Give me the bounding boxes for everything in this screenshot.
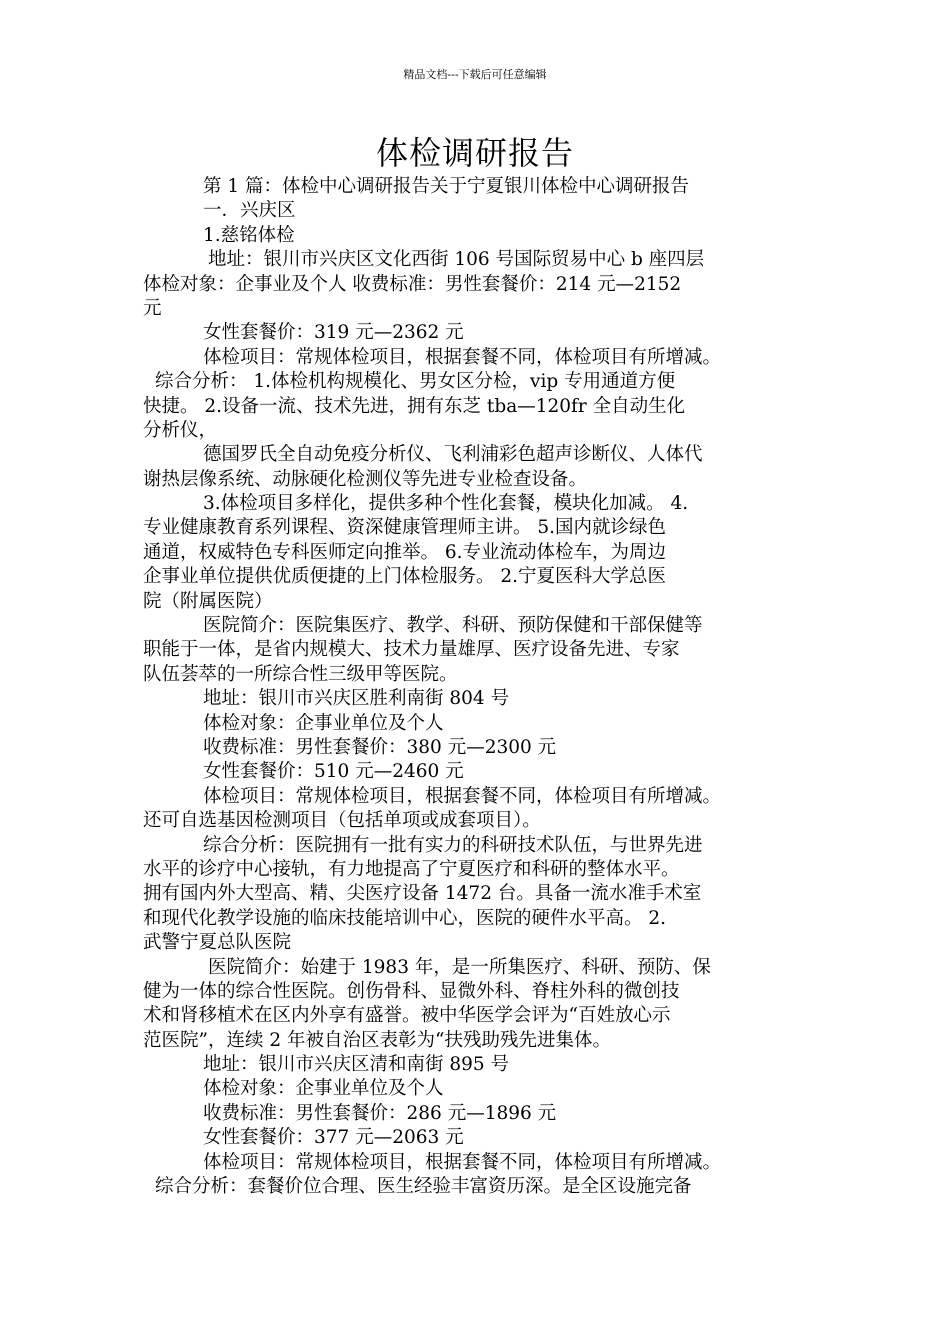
text-line: 专业健康教育系列课程、资深健康管理师主讲。 5.国内就诊绿色 — [143, 517, 667, 539]
text-line: 企事业单位提供优质便捷的上门体检服务。 2.宁夏医科大学总医 — [143, 566, 667, 588]
text-line: 体检项目：常规体检项目，根据套餐不同，体检项目有所增减。 — [203, 785, 722, 807]
text-line: 综合分析：医院拥有一批有实力的科研技术队伍，与世界先进 — [203, 834, 703, 856]
text-line: 拥有国内外大型高、精、尖医疗设备 1472 台。具备一流水准手术室 — [143, 883, 702, 905]
text-line: 地址：银川市兴庆区胜利南街 804 号 — [203, 688, 510, 710]
text-line: 水平的诊疗中心接轨，有力地提高了宁夏医疗和科研的整体水平。 — [143, 858, 680, 880]
text-line: 女性套餐价：319 元—2362 元 — [203, 322, 464, 344]
text-line: 体检项目：常规体检项目，根据套餐不同，体检项目有所增减。 — [203, 1151, 722, 1173]
text-line: 通道，权威特色专科医师定向推举。 6.专业流动体检车，为周边 — [143, 541, 667, 563]
text-line: 综合分析： 1.体检机构规模化、男女区分检，vip 专用通道方便 — [155, 371, 676, 393]
text-line: 职能于一体，是省内规模大、技术力量雄厚、医疗设备先进、专家 — [143, 639, 680, 661]
text-line: 体检对象：企事业及个人 收费标准：男性套餐价：214 元—2152 — [143, 273, 682, 295]
text-line: 术和肾移植术在区内外享有盛誉。被中华医学会评为“百姓放心示 — [143, 1005, 671, 1027]
text-line: 元 — [143, 297, 162, 319]
text-line: 地址：银川市兴庆区清和南街 895 号 — [203, 1054, 510, 1076]
text-line: 医院简介：始建于 1983 年，是一所集医疗、科研、预防、保 — [208, 956, 711, 978]
text-line: 医院简介：医院集医疗、教学、科研、预防保健和干部保健等 — [203, 615, 703, 637]
text-line: 女性套餐价：377 元—2063 元 — [203, 1127, 464, 1149]
text-line: 健为一体的综合性医院。创伤骨科、显微外科、脊柱外科的微创技 — [143, 980, 680, 1002]
text-line: 体检对象：企事业单位及个人 — [203, 712, 444, 734]
text-line: 队伍荟萃的一所综合性三级甲等医院。 — [143, 663, 458, 685]
text-line: 收费标准：男性套餐价：286 元—1896 元 — [203, 1102, 557, 1124]
text-line: 分析仪， — [143, 419, 218, 441]
text-line: 第 1 篇：体检中心调研报告关于宁夏银川体检中心调研报告 — [203, 176, 690, 197]
text-line: 快捷。 2.设备一流、技术先进，拥有东芝 tba—120fr 全自动生化 — [143, 395, 686, 417]
text-line: 体检项目：常规体检项目，根据套餐不同，体检项目有所增减。 — [203, 346, 722, 368]
text-line: 1.慈铭体检 — [203, 224, 295, 246]
text-line: 收费标准：男性套餐价：380 元—2300 元 — [203, 736, 557, 758]
document-title: 体检调研报告 — [375, 134, 574, 172]
text-line: 一．兴庆区 — [203, 200, 296, 222]
text-line: 体检对象：企事业单位及个人 — [203, 1078, 444, 1100]
header-note: 精品文档---下载后可任意编辑 — [403, 68, 547, 81]
text-line: 武警宁夏总队医院 — [143, 932, 292, 954]
text-line: 地址：银川市兴庆区文化西街 106 号国际贸易中心 b 座四层 — [208, 249, 705, 271]
text-line: 院（附属医院） — [143, 590, 273, 612]
text-line: 还可自选基因检测项目（包括单项或成套项目）。 — [143, 810, 541, 832]
text-line: 3.体检项目多样化，提供多种个性化套餐，模块化加减。 4. — [203, 493, 689, 515]
text-line: 谢热层像系统、动脉硬化检测仪等先进专业检查设备。 — [143, 468, 588, 490]
document-body — [143, 175, 813, 1199]
text-line: 女性套餐价：510 元—2460 元 — [203, 761, 464, 783]
text-line: 综合分析：套餐价位合理、医生经验丰富资历深。是全区设施完备 — [155, 1176, 692, 1198]
text-line: 范医院”，连续 2 年被自治区表彰为“扶残助残先进集体。 — [143, 1029, 611, 1051]
text-line: 和现代化教学设施的临床技能培训中心，医院的硬件水平高。 2. — [143, 907, 667, 929]
text-line: 德国罗氏全自动免疫分析仪、飞利浦彩色超声诊断仪、人体代 — [203, 444, 703, 466]
